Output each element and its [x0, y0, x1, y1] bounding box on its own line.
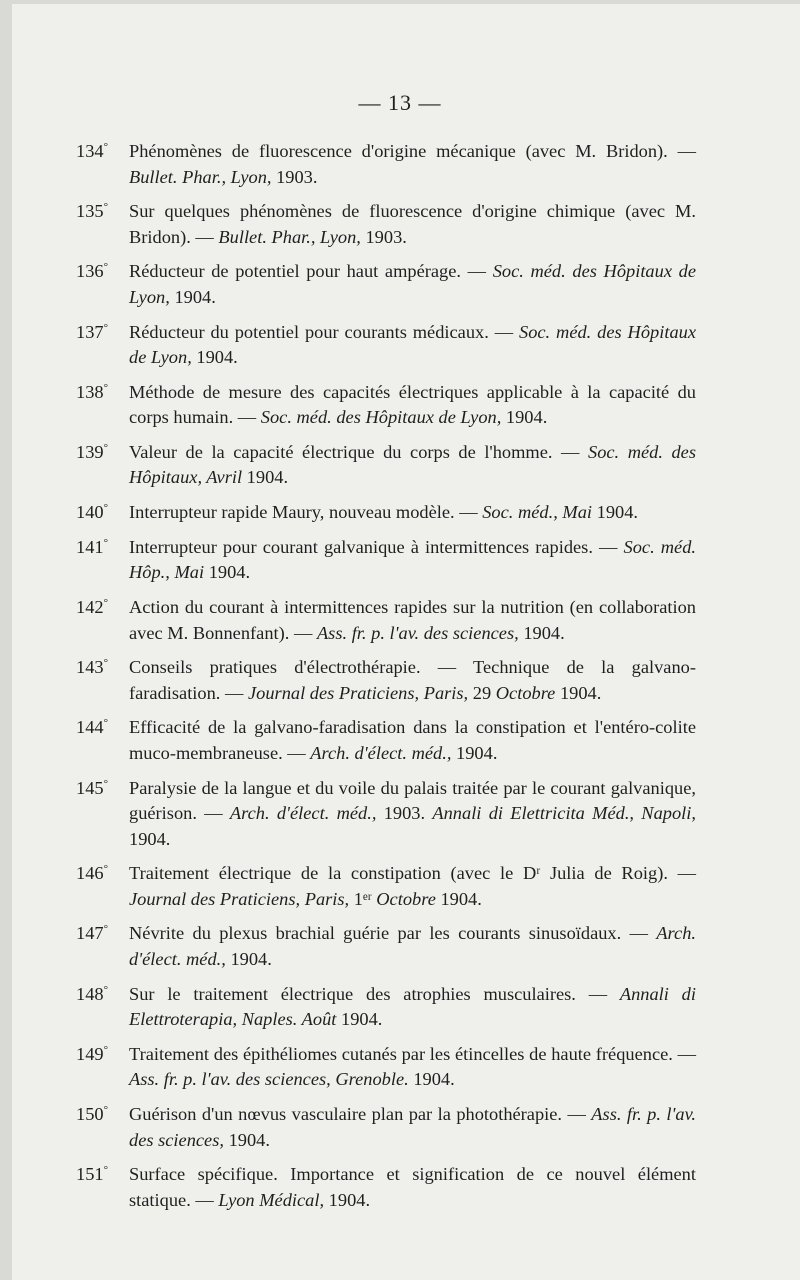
- entry-segment: 1904.: [204, 562, 251, 583]
- entry-number: 139°: [76, 441, 108, 462]
- entry-citation: Soc. méd. Hôp., Mai: [129, 536, 696, 583]
- bibliography-entry: [76, 776, 696, 853]
- entry-text: [129, 537, 696, 583]
- entry-citation: Journal des Praticiens, Paris,: [129, 888, 350, 909]
- entry-text: [129, 141, 696, 187]
- entry-citation: Annali di Elettroterapia, Naples. Août: [129, 983, 696, 1030]
- bibliography-entry: [76, 861, 696, 912]
- entry-number: 134°: [76, 140, 108, 161]
- entry-segment: Réducteur de potentiel pour haut ampérage. —: [129, 261, 493, 282]
- page-number: — 13 —: [358, 90, 442, 115]
- entry-citation: Soc. méd. des Hôpitaux de Lyon,: [260, 407, 502, 428]
- entry-text: [129, 442, 696, 488]
- entry-text: [129, 382, 696, 428]
- entry-segment: 1904.: [129, 828, 171, 849]
- bibliography-entry: [76, 1042, 696, 1093]
- entry-citation: Bullet. Phar., Lyon,: [218, 226, 361, 247]
- entry-number: 144°: [76, 717, 108, 738]
- entry-segment: Action du courant à intermittences rapides sur la nutrition (en collaboration avec M. Bonnenfant). —: [129, 597, 696, 643]
- entry-segment: 1904.: [336, 1009, 383, 1030]
- bibliography-entry: [76, 1102, 696, 1153]
- bibliography-list: [76, 139, 696, 1222]
- entry-number: 143°: [76, 657, 108, 678]
- bibliography-entry: [76, 1162, 696, 1213]
- entry-segment: 1904.: [451, 742, 498, 763]
- entry-segment: 1904.: [518, 622, 565, 643]
- entry-segment: 1904.: [408, 1069, 455, 1090]
- entry-citation: Arch. d'élect. méd.,: [229, 803, 377, 824]
- entry-segment: Guérison d'un nœvus vasculaire plan par la photothérapie. —: [129, 1104, 592, 1124]
- entry-segment: Paralysie de la langue et du voile du palais traitée par le courant galvanique, guérison. —: [129, 777, 696, 824]
- entry-segment: Traitement des épithéliomes cutanés par les étincelles de haute fréquence. —: [129, 1043, 696, 1064]
- entry-text: [129, 863, 696, 909]
- bibliography-entry: [76, 655, 696, 706]
- bibliography-entry: [76, 320, 696, 371]
- entry-text: [129, 597, 696, 643]
- entry-number: 147°: [76, 923, 108, 944]
- entry-segment: Traitement électrique de la constipation (avec le Dʳ Julia de Roig). —: [129, 863, 696, 884]
- entry-number: 138°: [76, 381, 108, 402]
- entry-segment: 1904.: [555, 682, 602, 703]
- entry-segment: 1904.: [324, 1189, 371, 1210]
- entry-citation: Soc. méd. des Hôpitaux de Lyon,: [129, 261, 696, 307]
- bibliography-entry: [76, 259, 696, 310]
- entry-number: 145°: [76, 777, 108, 798]
- entry-text: [129, 657, 696, 703]
- entry-citation: Ass. fr. p. l'av. des sciences,: [316, 622, 519, 643]
- entry-segment: Névrite du plexus brachial guérie par les courants sinusoïdaux. —: [129, 923, 657, 944]
- entry-text: [129, 984, 696, 1030]
- entry-segment: Conseils pratiques d'électrothérapie. — Technique de la galvano-faradisation. —: [129, 657, 696, 703]
- entry-text: [129, 717, 696, 763]
- entry-segment: 1904.: [191, 347, 238, 368]
- entry-segment: Méthode de mesure des capacités électriques applicable à la capacité du corps humain. —: [129, 381, 696, 428]
- entry-citation: Bullet. Phar., Lyon,: [129, 166, 272, 187]
- entry-segment: 1904.: [223, 1129, 270, 1150]
- entry-text: [129, 261, 696, 307]
- entry-citation: Octobre: [495, 682, 556, 703]
- entry-number: 137°: [76, 321, 108, 342]
- entry-segment: 1904.: [501, 407, 548, 428]
- bibliography-entry: [76, 380, 696, 431]
- bibliography-entry: [76, 982, 696, 1033]
- entry-segment: 1904.: [225, 948, 272, 969]
- entry-text: [129, 1104, 696, 1150]
- entry-citation: Soc. méd., Mai: [482, 502, 593, 523]
- entry-segment: 1903.: [376, 803, 433, 824]
- entry-segment: Réducteur du potentiel pour courants médicaux. —: [129, 321, 519, 342]
- entry-segment: 1904.: [242, 467, 289, 488]
- entry-citation: Annali di Elettricita Méd., Napoli,: [432, 803, 696, 824]
- bibliography-entry: [76, 500, 696, 526]
- entry-segment: Phénomènes de fluorescence d'origine mécanique (avec M. Bridon). —: [129, 141, 696, 161]
- entry-text: [129, 1044, 696, 1090]
- bibliography-entry: [76, 921, 696, 972]
- entry-segment: 1904.: [592, 502, 639, 523]
- entry-segment: Efficacité de la galvano-faradisation dans la constipation et l'entéro-colite muco-membraneuse. —: [129, 717, 696, 763]
- entry-number: 150°: [76, 1103, 108, 1124]
- entry-number: 148°: [76, 983, 108, 1004]
- entry-number: 142°: [76, 596, 108, 617]
- entry-number: 135°: [76, 201, 108, 222]
- entry-citation: Lyon Médical,: [218, 1189, 325, 1210]
- entry-number: 141°: [76, 536, 108, 557]
- entry-segment: 1904.: [169, 286, 216, 307]
- entry-citation: Ass. fr. p. l'av. des sciences,: [129, 1104, 696, 1150]
- bibliography-entry: [76, 139, 696, 190]
- entry-text: [129, 1164, 696, 1210]
- entry-segment: Interrupteur rapide Maury, nouveau modèle. —: [129, 502, 483, 523]
- bibliography-entry: [76, 440, 696, 491]
- entry-segment: Sur quelques phénomènes de fluorescence d'origine chimique (avec M. Bridon). —: [129, 201, 696, 247]
- entry-number: 151°: [76, 1164, 108, 1185]
- bibliography-entry: [76, 715, 696, 766]
- entry-citation: Ass. fr. p. l'av. des sciences, Grenoble.: [129, 1069, 409, 1090]
- entry-segment: 1903.: [360, 226, 407, 247]
- entry-text: [129, 502, 638, 522]
- entry-citation: Journal des Praticiens, Paris,: [248, 682, 469, 703]
- entry-citation: Soc. méd. des Hôpitaux de Lyon,: [129, 321, 696, 368]
- entry-number: 136°: [76, 261, 108, 282]
- entry-number: 146°: [76, 863, 108, 884]
- entry-citation: Arch. d'élect. méd.,: [129, 923, 696, 969]
- bibliography-entry: [76, 595, 696, 646]
- entry-text: [129, 923, 696, 969]
- entry-segment: Valeur de la capacité électrique du corps de l'homme. —: [129, 441, 588, 462]
- entry-citation: Soc. méd. des Hôpitaux, Avril: [129, 441, 696, 488]
- bibliography-entry: [76, 535, 696, 586]
- entry-text: [129, 201, 696, 247]
- entry-citation: Octobre: [376, 888, 436, 909]
- entry-segment: Sur le traitement électrique des atrophies musculaires. —: [129, 983, 620, 1004]
- entry-segment: Surface spécifique. Importance et signification de ce nouvel élément statique. —: [129, 1164, 696, 1210]
- entry-citation: Arch. d'élect. méd.,: [310, 742, 452, 763]
- entry-segment: 1904.: [435, 888, 482, 909]
- entry-number: 140°: [76, 502, 108, 523]
- bibliography-entry: [76, 199, 696, 250]
- entry-segment: Interrupteur pour courant galvanique à intermittences rapides. —: [129, 536, 624, 557]
- entry-text: [129, 778, 696, 849]
- entry-segment: 1ᵉʳ: [349, 888, 377, 909]
- entry-number: 149°: [76, 1043, 108, 1064]
- entry-segment: 29: [468, 682, 496, 703]
- entry-text: [129, 322, 696, 368]
- entry-segment: 1903.: [271, 166, 318, 187]
